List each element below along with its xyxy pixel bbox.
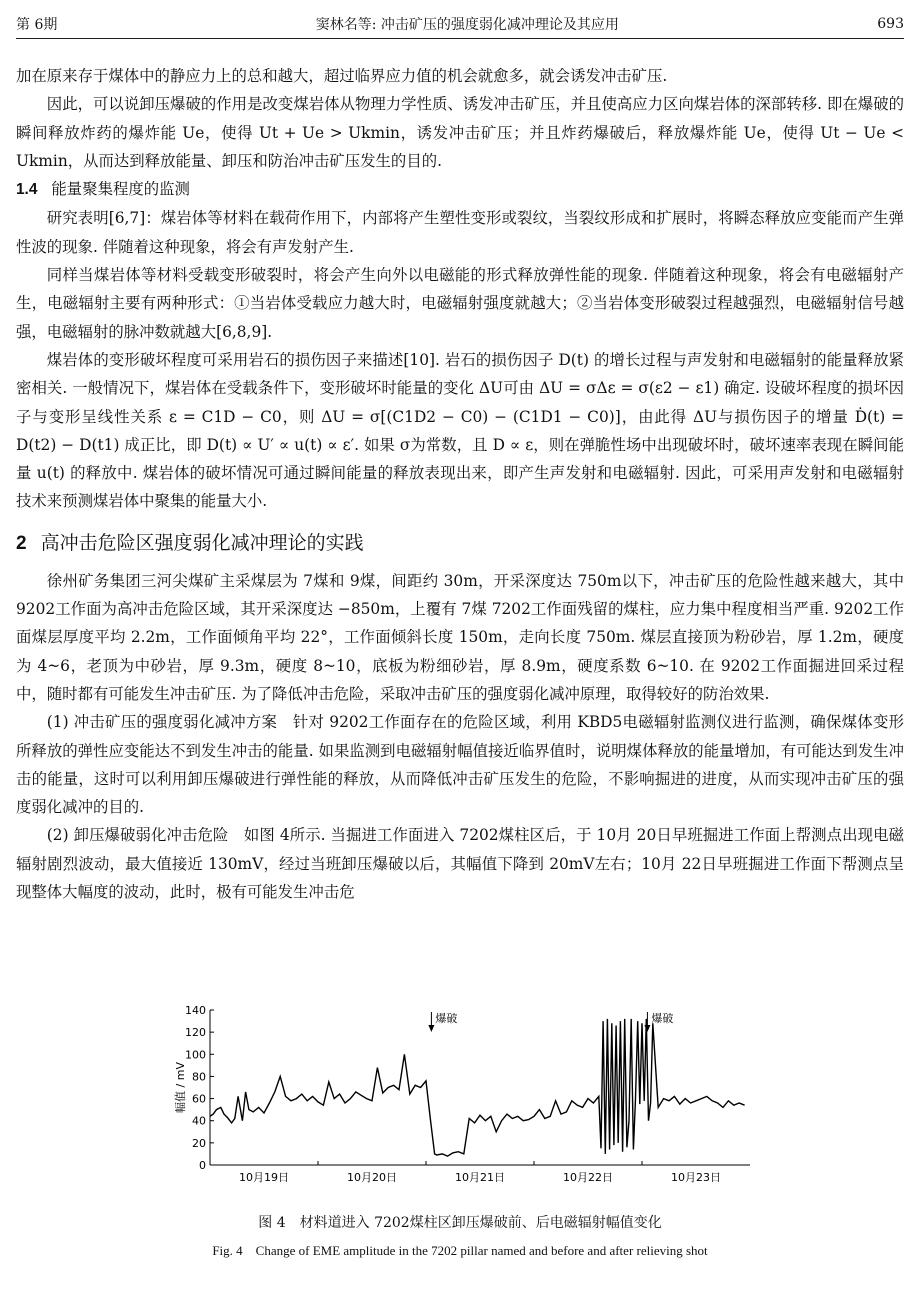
x-tick-label: 10月20日 <box>347 1171 397 1184</box>
section-number: 2 <box>16 532 27 554</box>
paragraph: 煤岩体的变形破坏程度可采用岩石的损伤因子来描述[10]. 岩石的损伤因子 D(t) 的增长过程与声发射和电磁辐射的能量释放紧密相关. 一般情况下，煤岩体在受载条件下，变形破坏时能量的变化 ΔU可由 ΔU = σΔε = σ(ε2 − ε1) 确定. 设破坏程度的损坏因子与变形呈线性关系 ε = C1D − C0，则 ΔU = σ[(C1D2 − C0) − (C1D1 − C0)]，由此得 ΔU与损伤因子的增量 Ḋ(t) = D(t2) − D(t1) 成正比，即 D(t) ∝ U′ ∝ u(t) ∝ ε′. 如果 σ为常数，且 D ∝ ε，则在弹脆性场中出现破坏时，破坏速率表现在瞬间能量 u(t) 的释放中. 煤岩体的破坏情况可通过瞬间能量的释放表现出来，即产生声发射和电磁辐射. 因此，可采用声发射和电磁辐射技术来预测煤岩体中聚集的能量大小. <box>16 350 904 511</box>
subsection-number: 1.4 <box>16 181 38 199</box>
article-body <box>16 62 904 906</box>
figure-4 <box>170 1005 770 1195</box>
y-tick-label: 60 <box>192 1092 206 1106</box>
figure-caption-en: Fig. 4 Change of EME amplitude in the 7202 pillar named and before and after relieving shot <box>212 1243 708 1258</box>
eme-amplitude-chart <box>170 1005 770 1195</box>
y-tick-label: 80 <box>192 1070 206 1084</box>
y-tick-label: 120 <box>185 1026 206 1040</box>
issue-number: 第 6期 <box>16 17 58 33</box>
paragraph: 徐州矿务集团三河尖煤矿主采煤层为 7煤和 9煤，间距约 30m，开采深度达 750m以下，冲击矿压的危险性越来越大，其中 9202工作面为高冲击危险区域，其开采深度达 −850m，上覆有 7煤 7202工作面残留的煤柱，应力集中程度相当严重. 9202工作面煤层厚度平均 2.2m，工作面倾角平均 22°，工作面倾斜长度 150m，走向长度 750m. 煤层直接顶为粉砂岩，厚 1.2m，硬度为 4~6，老顶为中砂岩，厚 9.3m，硬度 8~10，底板为粉细砂岩，厚 8.9m，硬度系数 6~10. 在 9202工作面掘进回采过程中，随时都有可能发生冲击矿压. 为了降低冲击危险，采取冲击矿压的强度弱化减冲原理，取得较好的防治效果. <box>16 571 904 703</box>
subsection-title: 能量聚集程度的监测 <box>51 180 190 199</box>
paragraph: (2) 卸压爆破弱化冲击危险 如图 4所示. 当掘进工作面进入 7202煤柱区后，于 10月 20日早班掘进工作面上帮测点出现电磁辐射剧烈波动，最大值接近 130mV，经过当班卸压爆破以后，其幅值下降到 20mV左右；10月 22日早班掘进工作面下帮测点呈现整体大幅度的波动，此时，极有可能发生冲击危 <box>16 826 904 902</box>
annotation-label: 爆破 <box>435 1012 458 1025</box>
series-line <box>210 1019 745 1156</box>
y-tick-label: 40 <box>192 1114 206 1128</box>
annotation-label: 爆破 <box>651 1012 674 1025</box>
y-tick-label: 0 <box>199 1159 206 1172</box>
running-header <box>16 10 904 39</box>
paragraph: (1) 冲击矿压的强度弱化减冲方案 针对 9202工作面存在的危险区域，利用 KBD5电磁辐射监测仪进行监测，确保煤体变形所释放的弹性应变能达不到发生冲击的能量. 如果监测到电磁辐射幅值接近临界值时，说明煤体释放的能量增加，有可能达到发生冲击的能量，这时可以利用卸压爆破进行弹性能的释放，从而降低冲击矿压发生的危险，不影响掘进的进度，从而实现冲击矿压的强度弱化减冲的目的. <box>16 713 904 817</box>
section-heading <box>16 528 904 559</box>
x-tick-label: 10月19日 <box>239 1171 289 1184</box>
paragraph: 研究表明[6,7]：煤岩体等材料在载荷作用下，内部将产生塑性变形或裂纹，当裂纹形成和扩展时，将瞬态释放应变能而产生弹性波的现象. 伴随着这种现象，将会有声发射产生. <box>16 209 904 256</box>
running-title: 窦林名等: 冲击矿压的强度弱化减冲理论及其应用 <box>315 17 619 33</box>
y-tick-label: 100 <box>185 1048 206 1062</box>
figure-caption-zh: 图 4 材料道进入 7202煤柱区卸压爆破前、后电磁辐射幅值变化 <box>258 1215 662 1231</box>
subsection-heading <box>16 175 904 204</box>
paragraph: 加在原来存于煤体中的静应力上的总和越大，超过临界应力值的机会就愈多，就会诱发冲击矿压. <box>16 67 668 85</box>
y-tick-label: 20 <box>192 1136 206 1150</box>
annotation-arrowhead <box>428 1025 434 1032</box>
x-tick-label: 10月22日 <box>563 1171 613 1184</box>
section-title: 高冲击危险区强度弱化减冲理论的实践 <box>40 531 364 554</box>
page-number: 693 <box>877 16 904 32</box>
paragraph: 同样当煤岩体等材料受载变形破裂时，将会产生向外以电磁能的形式释放弹性能的现象. 伴随着这种现象，将会有电磁辐射产生，电磁辐射主要有两种形式：①当岩体受载应力越大时，电磁辐射强度就越大；②当岩体变形破裂过程越强烈，电磁辐射信号越强，电磁辐射的脉冲数就越大[6,8,9]. <box>16 266 904 341</box>
x-tick-label: 10月23日 <box>671 1171 721 1184</box>
y-axis-label: 幅值 / mV <box>174 1062 187 1113</box>
y-tick-label: 140 <box>185 1005 206 1017</box>
x-tick-label: 10月21日 <box>455 1171 505 1184</box>
paragraph: 因此，可以说卸压爆破的作用是改变煤岩体从物理力学性质、诱发冲击矿压，并且使高应力区向煤岩体的深部转移. 即在爆破的瞬间释放炸药的爆炸能 Ue，使得 Ut + Ue > Ukmin，诱发冲击矿压；并且炸药爆破后，释放爆炸能 Ue，使得 Ut − Ue < Ukmin，从而达到释放能量、卸压和防治冲击矿压发生的目的. <box>16 95 904 170</box>
